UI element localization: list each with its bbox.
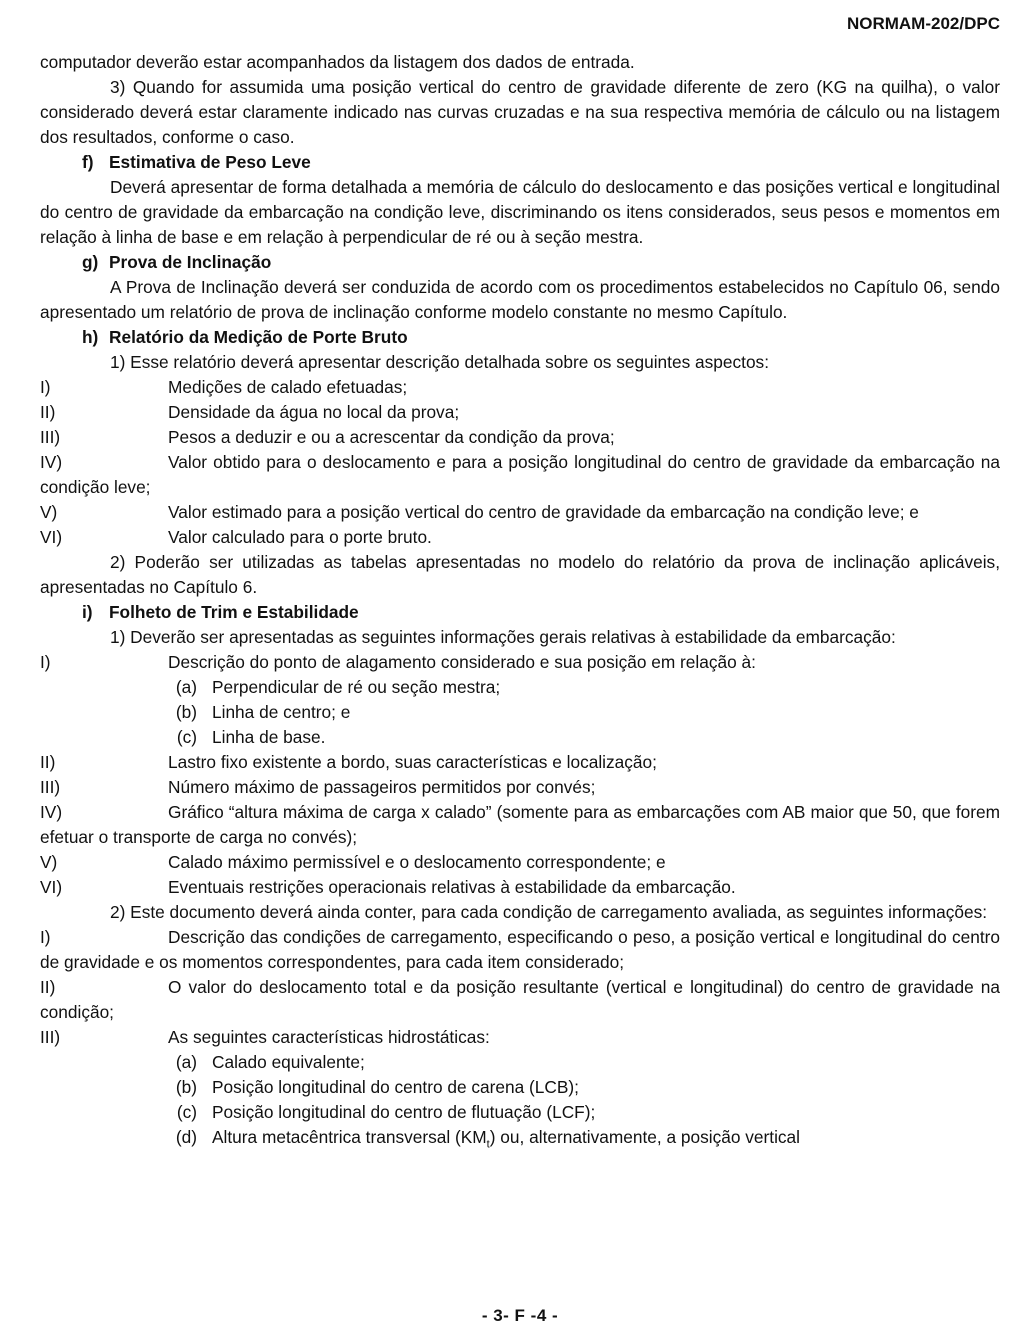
list-marker: (a) — [175, 677, 197, 697]
list-item — [40, 450, 1000, 500]
list-text: Descrição do ponto de alagamento considerado e sua posição em relação à: — [168, 652, 756, 672]
list-text: Posição longitudinal do centro de flutuação (LCF); — [212, 1102, 596, 1122]
list-marker: (d) — [175, 1127, 197, 1147]
section-i-title: Folheto de Trim e Estabilidade — [109, 602, 359, 622]
list-item — [40, 525, 1000, 550]
sub-list-item — [40, 725, 1000, 750]
list-item — [40, 850, 1000, 875]
list-text: Medições de calado efetuadas; — [168, 377, 408, 397]
list-marker: II) — [40, 752, 56, 772]
page-content — [40, 50, 1000, 1157]
list-item — [40, 975, 1000, 1025]
section-h-roman-list — [40, 375, 1000, 550]
list-text: Perpendicular de ré ou seção mestra; — [212, 677, 501, 697]
sub-list-item — [40, 675, 1000, 700]
section-g-marker: g) — [82, 252, 99, 272]
list-marker: IV) — [40, 802, 63, 822]
section-i-heading — [40, 600, 1000, 625]
section-h-title: Relatório da Medição de Porte Bruto — [109, 327, 408, 347]
list-text: Valor obtido para o deslocamento e para a posição longitudinal do centro de gravidade da embarcação na condição leve; — [40, 452, 1000, 497]
list-text-part: ) ou, alternativamente, a posição vertical — [489, 1127, 800, 1147]
list-text: Número máximo de passageiros permitidos por convés; — [168, 777, 596, 797]
section-h-marker: h) — [82, 327, 99, 347]
section-f-marker: f) — [82, 152, 94, 172]
list-text: Calado máximo permissível e o deslocamento correspondente; e — [168, 852, 666, 872]
section-h-heading — [40, 325, 1000, 350]
list-item — [40, 400, 1000, 425]
list-text-part: Altura metacêntrica transversal (KM — [212, 1127, 487, 1147]
list-marker: (c) — [176, 727, 197, 747]
intro-paragraph: computador deverão estar acompanhados da listagem dos dados de entrada. — [40, 52, 635, 72]
list-item — [40, 1025, 1000, 1050]
list-item — [40, 500, 1000, 525]
list-marker: V) — [40, 502, 58, 522]
list-item — [40, 425, 1000, 450]
sub-list-item — [40, 1075, 1000, 1100]
list-item — [40, 800, 1000, 850]
list-marker: (c) — [176, 1102, 197, 1122]
list-item — [40, 375, 1000, 400]
list-item — [40, 875, 1000, 900]
list-marker: I) — [40, 377, 51, 397]
list-marker: IV) — [40, 452, 63, 472]
list-text: Gráfico “altura máxima de carga x calado” (somente para as embarcações com AB maior que 50, que forem efetuar o transporte de carga no convés); — [40, 802, 1000, 847]
list-text: Linha de centro; e — [212, 702, 351, 722]
section-g-heading — [40, 250, 1000, 275]
list-text: Eventuais restrições operacionais relativas à estabilidade da embarcação. — [168, 877, 736, 897]
section-g-title: Prova de Inclinação — [109, 252, 272, 272]
subscript: t — [486, 1138, 490, 1151]
section-i-marker: i) — [82, 602, 93, 622]
list-marker: (b) — [175, 1077, 197, 1097]
list-marker: I) — [40, 927, 51, 947]
list-text — [212, 1125, 1000, 1157]
list-item — [40, 925, 1000, 975]
page-number: - 3- F -4 - — [481, 1306, 559, 1325]
sub-list-item — [40, 1050, 1000, 1075]
list-text: Posição longitudinal do centro de carena (LCB); — [212, 1077, 579, 1097]
list-text: Valor estimado para a posição vertical do centro de gravidade da embarcação na condição leve; e — [168, 502, 919, 522]
list-marker: VI) — [40, 877, 63, 897]
list-item — [40, 650, 1000, 675]
sub-list-item — [40, 1125, 1000, 1157]
list-text: As seguintes características hidrostáticas: — [168, 1027, 490, 1047]
list-text: Calado equivalente; — [212, 1052, 365, 1072]
section-f-heading — [40, 150, 1000, 175]
list-marker: VI) — [40, 527, 63, 547]
section-i-item-1: 1) Deverão ser apresentadas as seguintes informações gerais relativas à estabilidade da embarcação: — [110, 627, 896, 647]
list-marker: II) — [40, 402, 56, 422]
document-page — [40, 0, 1000, 1344]
list-item — [40, 750, 1000, 775]
list-marker: (b) — [175, 702, 197, 722]
sub-list-item — [40, 700, 1000, 725]
list-marker: V) — [40, 852, 58, 872]
section-f-title: Estimativa de Peso Leve — [109, 152, 311, 172]
list-text: Pesos a deduzir e ou a acrescentar da condição da prova; — [168, 427, 615, 447]
list-text: Descrição das condições de carregamento, especificando o peso, a posição vertical e longitudinal do centro de gravidade e os momentos correspondentes, para cada item considerado; — [40, 927, 1000, 972]
list-marker: III) — [40, 427, 61, 447]
list-marker: III) — [40, 1027, 61, 1047]
section-h-item-2: 2) Poderão ser utilizadas as tabelas apresentadas no modelo do relatório da prova de inclinação aplicáveis, apresentadas no Capítulo 6. — [40, 552, 1000, 597]
list-text: O valor do deslocamento total e da posição resultante (vertical e longitudinal) do centro de gravidade na condição; — [40, 977, 1000, 1022]
section-f-text: Deverá apresentar de forma detalhada a memória de cálculo do deslocamento e das posições vertical e longitudinal do centro de gravidade da embarcação na condição leve, discriminando os itens considerados, seus pesos e momentos em relação à linha de base e em relação à perpendicular de ré ou à seção mestra. — [40, 177, 1000, 247]
item-3-paragraph: 3) Quando for assumida uma posição vertical do centro de gravidade diferente de zero (KG na quilha), o valor considerado deverá estar claramente indicado nas curvas cruzadas e na sua respectiva memória de cálculo ou na listagem dos resultados, conforme o caso. — [40, 77, 1000, 147]
list-text: Valor calculado para o porte bruto. — [168, 527, 432, 547]
list-text: Densidade da água no local da prova; — [168, 402, 460, 422]
list-text: Lastro fixo existente a bordo, suas características e localização; — [168, 752, 657, 772]
sub-list-item — [40, 1100, 1000, 1125]
section-g-text: A Prova de Inclinação deverá ser conduzida de acordo com os procedimentos estabelecidos no Capítulo 06, sendo apresentado um relatório de prova de inclinação conforme modelo constante no mesmo Capítulo. — [40, 277, 1000, 322]
document-code: NORMAM-202/DPC — [846, 14, 1000, 33]
list-item — [40, 775, 1000, 800]
section-i-item-2: 2) Este documento deverá ainda conter, para cada condição de carregamento avaliada, as seguintes informações: — [110, 902, 988, 922]
list-text: Linha de base. — [212, 727, 326, 747]
list-marker: (a) — [175, 1052, 197, 1072]
list-marker: III) — [40, 777, 61, 797]
list-marker: II) — [40, 977, 56, 997]
section-h-item-1: 1) Esse relatório deverá apresentar descrição detalhada sobre os seguintes aspectos: — [110, 352, 769, 372]
list-marker: I) — [40, 652, 51, 672]
